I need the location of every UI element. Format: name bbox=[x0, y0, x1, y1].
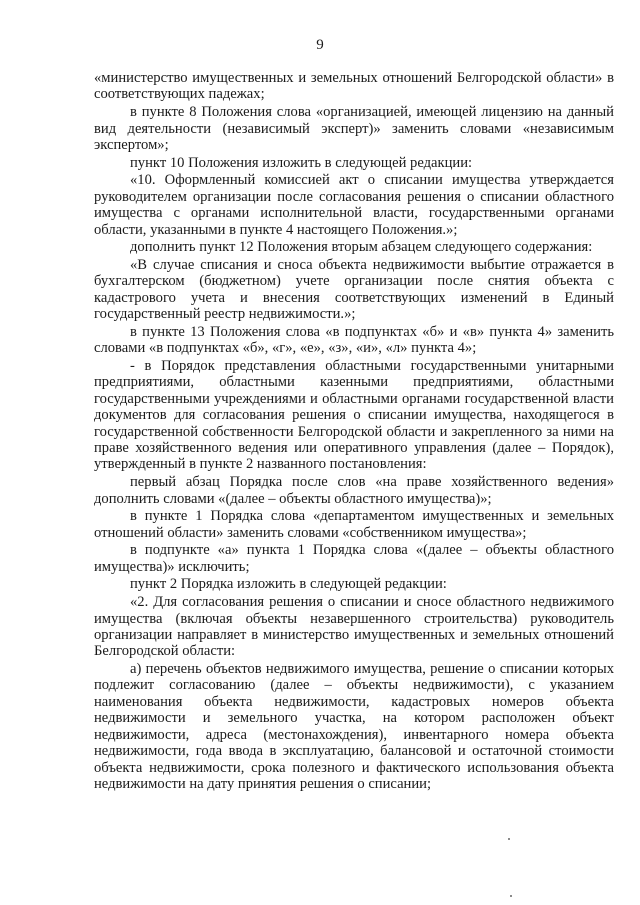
paragraph: «министерство имущественных и земельных отношений Белгородской области» в соответствующих падежах; bbox=[94, 70, 614, 103]
paragraph: «В случае списания и сноса объекта недвижимости выбытие отражается в бухгалтерском (бюджетном) учете организации после снятия объекта с кадастрового учета и внесения соответствующих изменений в Единый государственный реестр недвижимости.»; bbox=[94, 256, 614, 323]
paragraph: «10. Оформленный комиссией акт о списании имущества утверждается руководителем организации после согласования решения о списании областного имущества с органами исполнительной власти, государственными органами области, указанными в пункте 4 настоящего Положения.»; bbox=[94, 172, 614, 238]
paragraph: пункт 2 Порядка изложить в следующей редакции: bbox=[130, 576, 447, 593]
paragraph: дополнить пункт 12 Положения вторым абзацем следующего содержания: bbox=[130, 239, 593, 256]
paragraph: в пункте 8 Положения слова «организацией, имеющей лицензию на данный вид деятельности (независимый эксперт)» заменить словами «независимым экспертом»; bbox=[94, 104, 614, 153]
page-number: 9 bbox=[316, 37, 324, 53]
scan-speck bbox=[508, 838, 510, 840]
paragraph: в подпункте «а» пункта 1 Порядка слова «(далее – объекты областного имущества)» исключить; bbox=[94, 542, 614, 575]
paragraph: пункт 10 Положения изложить в следующей редакции: bbox=[130, 154, 473, 171]
paragraph: «2. Для согласования решения о списании и сносе областного недвижимого имущества (включая объекты незавершенного строительства) руководитель организации направляет в министерство имущественных и земельных отношений Белгородской области: bbox=[94, 594, 614, 660]
paragraph: - в Порядок представления областными государственными унитарными предприятиями, областными казенными предприятиями, областными государственными учреждениями и областными органами государственной власти документов для согласования решения о списании имущества, находящегося в государственной собственности Белгородской области и закрепленного за ними на праве хозяйственного ведения или оперативного управления (далее – Порядок), утвержденный в пункте 2 названного постановления: bbox=[94, 357, 614, 473]
paragraph: в пункте 1 Порядка слова «департаментом имущественных и земельных отношений области» заменить словами «собственником имущества»; bbox=[94, 508, 614, 541]
paragraph: в пункте 13 Положения слова «в подпунктах «б» и «в» пункта 4» заменить словами «в подпунктах «б», «г», «е», «з», «и», «л» пункта 4»; bbox=[94, 323, 614, 357]
scan-speck bbox=[510, 895, 512, 897]
paragraph: а) перечень объектов недвижимого имущества, решение о списании которых подлежит согласованию (далее – объекты недвижимости), с указанием наименования объекта недвижимости, кадастровых номеров объекта недвижимости и земельного участка, на котором расположен объект недвижимости, адреса (местонахождения), инвентарного номера объекта недвижимости, года ввода в эксплуатацию, балансовой и остаточной стоимости объекта недвижимости, срока полезного и фактического использования объекта недвижимости на дату принятия решения о списании; bbox=[94, 661, 614, 792]
paragraph: первый абзац Порядка после слов «на праве хозяйственного ведения» дополнить словами «(далее – объекты областного имущества)»; bbox=[94, 474, 614, 507]
document-body bbox=[94, 70, 614, 794]
